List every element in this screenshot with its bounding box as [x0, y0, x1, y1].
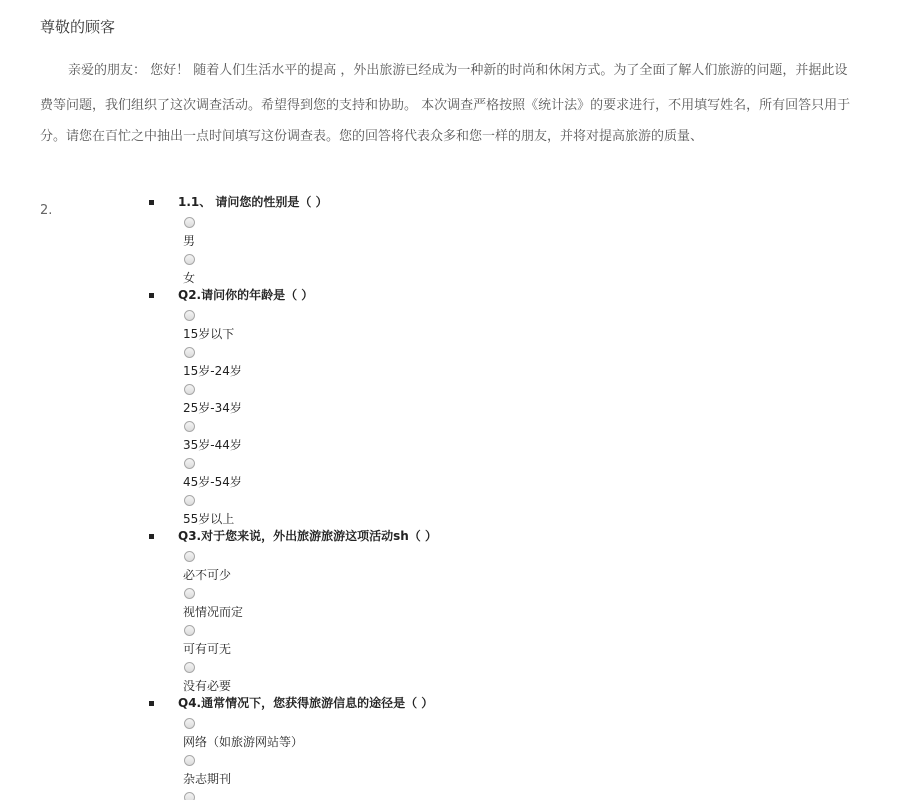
intro-paragraph-line-1: 亲爱的朋友： 您好！ 随着人们生活水平的提高 ，外出旅游已经成为一种新的时尚和休闲方式。为了全面了解人们旅游的问题，并据此设: [68, 63, 848, 78]
option-label: 15岁-24岁: [183, 364, 242, 378]
radio-button[interactable]: [184, 217, 195, 228]
radio-button[interactable]: [184, 458, 195, 469]
radio-button[interactable]: [184, 310, 195, 321]
question-title: [148, 193, 888, 212]
answer-option[interactable]: [148, 342, 888, 379]
intro-paragraph-line-2: 费等问题，我们组织了这次调查活动。希望得到您的支持和协助。 本次调查严格按照《统计法》的要求进行，不用填写姓名，所有回答只用于: [40, 98, 851, 113]
section-number: 2.: [40, 203, 53, 218]
answer-option[interactable]: [148, 713, 888, 750]
question-title: [148, 286, 888, 305]
option-label: 55岁以上: [183, 512, 235, 526]
greeting-heading: 尊敬的顾客: [40, 18, 116, 36]
radio-button[interactable]: [184, 625, 195, 636]
option-label: 没有必要: [183, 679, 232, 693]
question-title: [148, 694, 888, 713]
bullet-icon: [149, 534, 154, 539]
option-label: 45岁-54岁: [183, 475, 242, 489]
question-item: [148, 286, 888, 527]
option-label: 女: [183, 271, 196, 285]
radio-button[interactable]: [184, 588, 195, 599]
answer-option[interactable]: [148, 379, 888, 416]
question-title-text: 1.1、 请问您的性别是（ ）: [178, 195, 328, 209]
radio-button[interactable]: [184, 792, 195, 800]
bullet-icon: [149, 200, 154, 205]
radio-button[interactable]: [184, 347, 195, 358]
answer-option[interactable]: [148, 305, 888, 342]
option-label: 视情况而定: [183, 605, 244, 619]
radio-button[interactable]: [184, 551, 195, 562]
answer-option[interactable]: [148, 750, 888, 787]
option-label: 可有可无: [183, 642, 232, 656]
question-title: [148, 527, 888, 546]
answer-option[interactable]: [148, 583, 888, 620]
answer-option[interactable]: [148, 416, 888, 453]
option-label: 男: [183, 234, 196, 248]
answer-option[interactable]: [148, 490, 888, 527]
answer-option[interactable]: [148, 787, 888, 800]
option-label: 必不可少: [183, 568, 232, 582]
radio-button[interactable]: [184, 662, 195, 673]
radio-button[interactable]: [184, 254, 195, 265]
intro-paragraph-line-3: 分。请您在百忙之中抽出一点时间填写这份调查表。您的回答将代表众多和您一样的朋友，并将对提高旅游的质量、: [40, 129, 704, 144]
option-label: 杂志期刊: [183, 772, 232, 786]
radio-button[interactable]: [184, 495, 195, 506]
question-list: [148, 193, 888, 800]
bullet-icon: [149, 701, 154, 706]
option-label: 25岁-34岁: [183, 401, 242, 415]
answer-option[interactable]: [148, 546, 888, 583]
radio-button[interactable]: [184, 718, 195, 729]
answer-option[interactable]: [148, 620, 888, 657]
question-title-text: Q3.对于您来说，外出旅游旅游这项活动sh（ ）: [178, 529, 437, 543]
radio-button[interactable]: [184, 755, 195, 766]
option-label: 35岁-44岁: [183, 438, 242, 452]
question-item: [148, 527, 888, 694]
answer-option[interactable]: [148, 212, 888, 249]
question-title-text: Q4.通常情况下，您获得旅游信息的途径是（ ）: [178, 696, 434, 710]
question-title-text: Q2.请问你的年龄是（ ）: [178, 288, 314, 302]
radio-button[interactable]: [184, 421, 195, 432]
radio-button[interactable]: [184, 384, 195, 395]
question-item: [148, 694, 888, 800]
bullet-icon: [149, 293, 154, 298]
answer-option[interactable]: [148, 657, 888, 694]
question-item: [148, 193, 888, 286]
answer-option[interactable]: [148, 249, 888, 286]
option-label: 15岁以下: [183, 327, 235, 341]
option-label: 网络（如旅游网站等）: [183, 735, 304, 749]
answer-option[interactable]: [148, 453, 888, 490]
